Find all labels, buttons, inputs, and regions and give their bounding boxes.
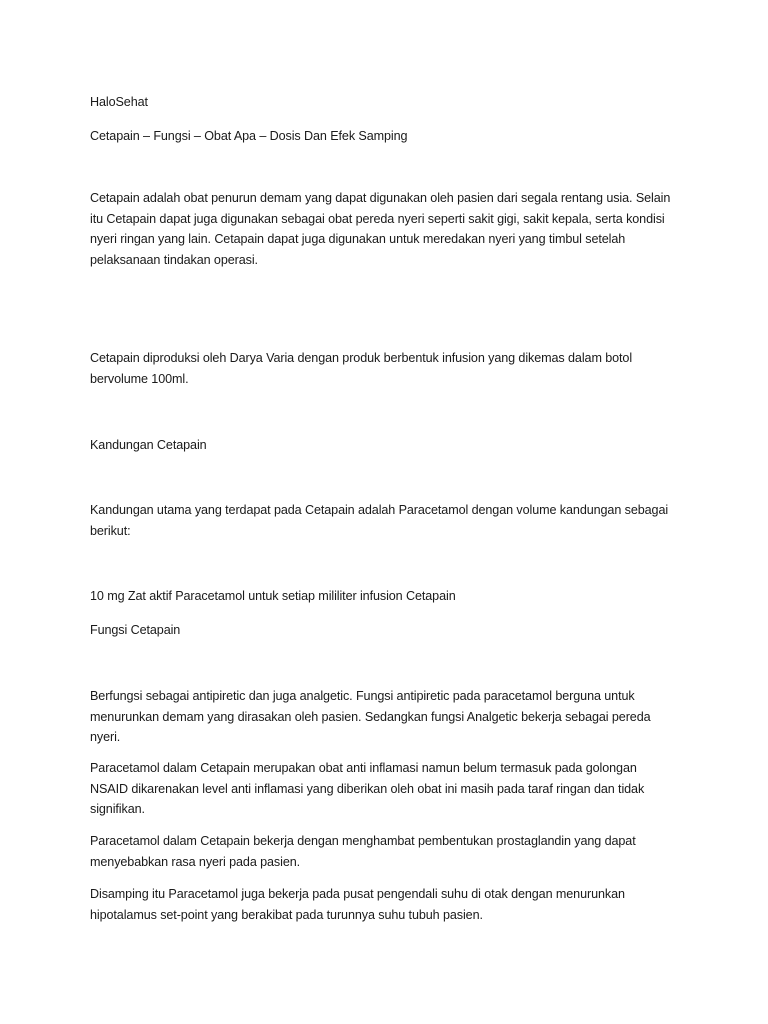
text-line: 10 mg Zat aktif Paracetamol untuk setiap mililiter infusion Cetapain — [90, 589, 456, 603]
text-line: pelaksanaan tindakan operasi. — [90, 252, 258, 267]
text-line: Fungsi Cetapain — [90, 623, 181, 637]
article-title-text: Cetapain – Fungsi – Obat Apa – Dosis Dan Efek Samping — [90, 129, 408, 143]
text-line: nyeri ringan yang lain. Cetapain dapat juga digunakan untuk meredakan nyeri yang timbul setelah — [90, 232, 626, 246]
text-line: signifikan. — [90, 802, 145, 816]
text-line: menyebabkan rasa nyeri pada pasien. — [90, 854, 301, 869]
text-line: Paracetamol dalam Cetapain bekerja dengan menghambat pembentukan prostaglandin yang dapat — [90, 834, 636, 848]
paragraph-manufacturer — [90, 348, 690, 389]
text-line: nyeri. — [90, 730, 121, 744]
text-line: bervolume 100ml. — [90, 371, 189, 386]
text-line: Kandungan Cetapain — [90, 438, 207, 452]
text-line: hipotalamus set-point yang berakibat pada turunnya suhu tubuh pasien. — [90, 907, 483, 922]
text-line: itu Cetapain dapat juga digunakan sebagai obat pereda nyeri seperti sakit gigi, sakit kepala, serta kondisi — [90, 211, 665, 226]
text-line: NSAID dikarenakan level anti inflamasi yang diberikan oleh obat ini masih pada taraf ringan dan tidak — [90, 781, 645, 796]
paragraph-kandungan — [90, 500, 690, 541]
text-line: Disamping itu Paracetamol juga bekerja pada pusat pengendali suhu di otak dengan menurunkan — [90, 887, 625, 901]
site-name-text: HaloSehat — [90, 95, 148, 109]
paragraph-intro — [90, 188, 690, 270]
heading-kandungan — [90, 435, 690, 456]
text-line: Kandungan utama yang terdapat pada Cetapain adalah Paracetamol dengan volume kandungan sebagai — [90, 503, 669, 517]
text-line: Paracetamol dalam Cetapain merupakan obat anti inflamasi namun belum termasuk pada golongan — [90, 761, 637, 775]
paragraph-fungsi — [90, 686, 690, 748]
text-line: menurunkan demam yang dirasakan oleh pasien. Sedangkan fungsi Analgetic bekerja sebagai pereda — [90, 709, 651, 724]
site-name — [90, 92, 690, 113]
article-title — [90, 126, 690, 147]
paragraph-inflamasi — [90, 758, 690, 820]
text-line: Berfungsi sebagai antipiretic dan juga analgetic. Fungsi antipiretic pada paracetamol berguna untuk — [90, 689, 635, 703]
paragraph-dosage-content — [90, 586, 690, 607]
text-line: Cetapain diproduksi oleh Darya Varia dengan produk berbentuk infusion yang dikemas dalam botol — [90, 351, 633, 365]
text-line: berikut: — [90, 523, 131, 538]
paragraph-prostaglandin — [90, 831, 690, 872]
text-line: Cetapain adalah obat penurun demam yang dapat digunakan oleh pasien dari segala rentang usia. Selain — [90, 191, 671, 205]
heading-fungsi — [90, 620, 690, 641]
paragraph-hipotalamus — [90, 884, 690, 925]
